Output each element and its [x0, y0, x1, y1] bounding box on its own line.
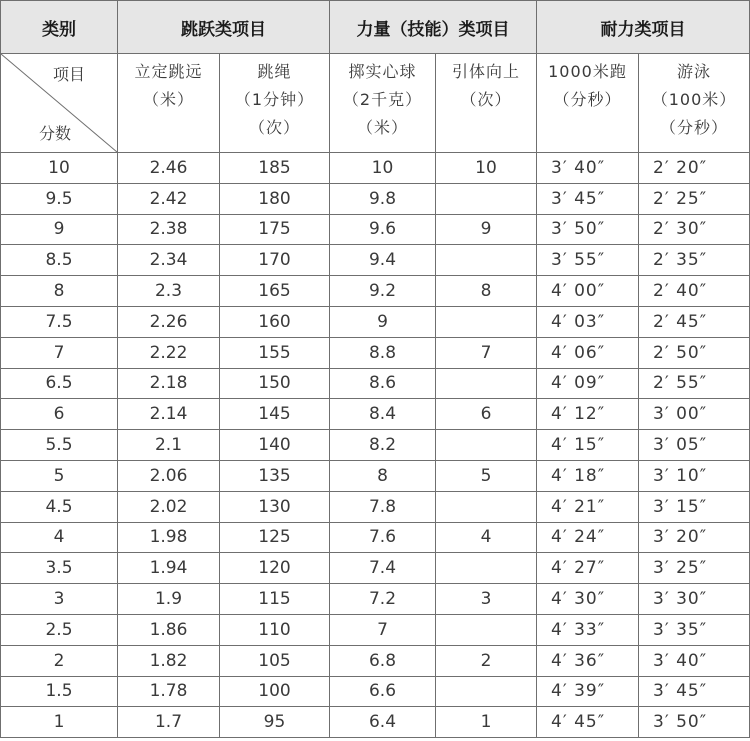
pull-up-cell: [436, 368, 537, 399]
medicine-ball-cell: 7: [330, 614, 436, 645]
rope-skip-cell: 115: [220, 584, 330, 615]
table-row: [1, 676, 750, 707]
swim-100m-cell: 2′ 50″: [639, 337, 750, 368]
swim-100m-cell: 3′ 30″: [639, 584, 750, 615]
pull-up-cell: [436, 676, 537, 707]
score-cell: 9: [1, 214, 118, 245]
col-weight-line: （2千克）: [342, 90, 423, 109]
score-cell: 4.5: [1, 491, 118, 522]
long-jump-cell: 2.42: [118, 183, 220, 214]
medicine-ball-cell: 7.8: [330, 491, 436, 522]
long-jump-cell: 2.06: [118, 460, 220, 491]
swim-100m-cell: 3′ 45″: [639, 676, 750, 707]
run-1000m-cell: 4′ 45″: [537, 707, 639, 738]
long-jump-cell: 2.26: [118, 306, 220, 337]
medicine-ball-cell: 10: [330, 153, 436, 184]
col-swimming: [639, 54, 750, 153]
swim-100m-cell: 2′ 30″: [639, 214, 750, 245]
run-1000m-cell: 3′ 55″: [537, 245, 639, 276]
pull-up-cell: [436, 614, 537, 645]
long-jump-cell: 2.1: [118, 430, 220, 461]
pull-up-cell: [436, 491, 537, 522]
score-cell: 3.5: [1, 553, 118, 584]
swim-100m-cell: 3′ 35″: [639, 614, 750, 645]
medicine-ball-cell: 9.4: [330, 245, 436, 276]
medicine-ball-cell: 9: [330, 306, 436, 337]
run-1000m-cell: 4′ 30″: [537, 584, 639, 615]
run-1000m-cell: 3′ 50″: [537, 214, 639, 245]
medicine-ball-cell: 8: [330, 460, 436, 491]
pull-up-cell: 9: [436, 214, 537, 245]
col-distance-line: （100米）: [651, 90, 737, 109]
medicine-ball-cell: 9.6: [330, 214, 436, 245]
swim-100m-cell: 3′ 00″: [639, 399, 750, 430]
table-row: [1, 276, 750, 307]
medicine-ball-cell: 8.2: [330, 430, 436, 461]
long-jump-cell: 2.22: [118, 337, 220, 368]
col-medicine-ball: [330, 54, 436, 153]
rope-skip-cell: 170: [220, 245, 330, 276]
medicine-ball-cell: 7.4: [330, 553, 436, 584]
col-unit-line: （米）: [142, 90, 194, 109]
long-jump-cell: 2.3: [118, 276, 220, 307]
medicine-ball-cell: 8.8: [330, 337, 436, 368]
swim-100m-cell: 3′ 15″: [639, 491, 750, 522]
rope-skip-cell: 130: [220, 491, 330, 522]
run-1000m-cell: 4′ 03″: [537, 306, 639, 337]
run-1000m-cell: 3′ 40″: [537, 153, 639, 184]
medicine-ball-cell: 9.8: [330, 183, 436, 214]
run-1000m-cell: 4′ 12″: [537, 399, 639, 430]
pull-up-cell: [436, 306, 537, 337]
pull-up-cell: 5: [436, 460, 537, 491]
medicine-ball-cell: 7.6: [330, 522, 436, 553]
long-jump-cell: 2.18: [118, 368, 220, 399]
long-jump-cell: 1.82: [118, 645, 220, 676]
col-1000m-run: [537, 54, 639, 153]
long-jump-cell: 2.14: [118, 399, 220, 430]
col-label-line: 1000米跑: [548, 62, 627, 81]
table-row: [1, 522, 750, 553]
swim-100m-cell: 2′ 25″: [639, 183, 750, 214]
long-jump-cell: 1.98: [118, 522, 220, 553]
corner-score-label: 分数: [39, 124, 72, 143]
long-jump-cell: 1.78: [118, 676, 220, 707]
table-row: [1, 399, 750, 430]
rope-skip-cell: 140: [220, 430, 330, 461]
rope-skip-cell: 150: [220, 368, 330, 399]
rope-skip-cell: 105: [220, 645, 330, 676]
col-unit-line: （分秒）: [553, 90, 622, 109]
table-row: [1, 491, 750, 522]
score-cell: 5: [1, 460, 118, 491]
swim-100m-cell: 3′ 50″: [639, 707, 750, 738]
run-1000m-cell: 4′ 39″: [537, 676, 639, 707]
swim-100m-cell: 2′ 20″: [639, 153, 750, 184]
score-cell: 3: [1, 584, 118, 615]
score-cell: 2.5: [1, 614, 118, 645]
rope-skip-cell: 135: [220, 460, 330, 491]
rope-skip-cell: 95: [220, 707, 330, 738]
pull-up-cell: 10: [436, 153, 537, 184]
score-cell: 7: [1, 337, 118, 368]
score-cell: 7.5: [1, 306, 118, 337]
pull-up-cell: 7: [436, 337, 537, 368]
long-jump-cell: 2.34: [118, 245, 220, 276]
swim-100m-cell: 2′ 35″: [639, 245, 750, 276]
col-duration-line: （1分钟）: [234, 90, 315, 109]
rope-skip-cell: 100: [220, 676, 330, 707]
table-row: [1, 584, 750, 615]
corner-item-label: 项目: [52, 65, 85, 84]
run-1000m-cell: 4′ 18″: [537, 460, 639, 491]
long-jump-cell: 2.38: [118, 214, 220, 245]
rope-skip-cell: 165: [220, 276, 330, 307]
run-1000m-cell: 4′ 06″: [537, 337, 639, 368]
table-row: [1, 337, 750, 368]
score-cell: 2: [1, 645, 118, 676]
col-pull-up: [436, 54, 537, 153]
pull-up-cell: 3: [436, 584, 537, 615]
swim-100m-cell: 2′ 55″: [639, 368, 750, 399]
col-label-line: 游泳: [676, 62, 711, 81]
swim-100m-cell: 3′ 10″: [639, 460, 750, 491]
run-1000m-cell: 4′ 27″: [537, 553, 639, 584]
item-header-row: [1, 54, 750, 153]
medicine-ball-cell: 6.8: [330, 645, 436, 676]
table-row: [1, 245, 750, 276]
run-1000m-cell: 4′ 24″: [537, 522, 639, 553]
col-label-line: 掷实心球: [348, 62, 417, 81]
table-row: [1, 553, 750, 584]
col-standing-long-jump: [118, 54, 220, 153]
run-1000m-cell: 4′ 21″: [537, 491, 639, 522]
run-1000m-cell: 4′ 36″: [537, 645, 639, 676]
medicine-ball-cell: 9.2: [330, 276, 436, 307]
pull-up-cell: 8: [436, 276, 537, 307]
rope-skip-cell: 125: [220, 522, 330, 553]
col-unit-line: （分秒）: [659, 118, 728, 137]
pull-up-cell: 6: [436, 399, 537, 430]
long-jump-cell: 1.86: [118, 614, 220, 645]
swim-100m-cell: 3′ 20″: [639, 522, 750, 553]
score-cell: 1.5: [1, 676, 118, 707]
swim-100m-cell: 3′ 25″: [639, 553, 750, 584]
medicine-ball-cell: 6.6: [330, 676, 436, 707]
run-1000m-cell: 4′ 15″: [537, 430, 639, 461]
rope-skip-cell: 185: [220, 153, 330, 184]
rope-skip-cell: 180: [220, 183, 330, 214]
col-unit-line: （米）: [356, 118, 408, 137]
pull-up-cell: 1: [436, 707, 537, 738]
long-jump-cell: 2.02: [118, 491, 220, 522]
pull-up-cell: [436, 183, 537, 214]
score-cell: 5.5: [1, 430, 118, 461]
pull-up-cell: [436, 553, 537, 584]
run-1000m-cell: 4′ 00″: [537, 276, 639, 307]
medicine-ball-cell: 7.2: [330, 584, 436, 615]
swim-100m-cell: 2′ 45″: [639, 306, 750, 337]
score-cell: 4: [1, 522, 118, 553]
col-label-line: 立定跳远: [134, 62, 203, 81]
col-unit-line: （次）: [460, 90, 512, 109]
table-row: [1, 614, 750, 645]
table-row: [1, 430, 750, 461]
long-jump-cell: 2.46: [118, 153, 220, 184]
table-row: [1, 183, 750, 214]
col-label-line: 引体向上: [451, 62, 520, 81]
pull-up-cell: [436, 430, 537, 461]
swim-100m-cell: 3′ 40″: [639, 645, 750, 676]
medicine-ball-cell: 6.4: [330, 707, 436, 738]
category-jumping: 跳跃类项目: [118, 1, 330, 54]
rope-skip-cell: 120: [220, 553, 330, 584]
run-1000m-cell: 4′ 33″: [537, 614, 639, 645]
col-label-line: 跳绳: [257, 62, 292, 81]
swim-100m-cell: 2′ 40″: [639, 276, 750, 307]
pull-up-cell: 4: [436, 522, 537, 553]
table-row: [1, 306, 750, 337]
medicine-ball-cell: 8.6: [330, 368, 436, 399]
score-cell: 6.5: [1, 368, 118, 399]
run-1000m-cell: 4′ 09″: [537, 368, 639, 399]
category-header-row: [1, 1, 750, 54]
score-cell: 9.5: [1, 183, 118, 214]
run-1000m-cell: 3′ 45″: [537, 183, 639, 214]
rope-skip-cell: 160: [220, 306, 330, 337]
long-jump-cell: 1.7: [118, 707, 220, 738]
score-cell: 6: [1, 399, 118, 430]
category-strength: 力量（技能）类项目: [330, 1, 537, 54]
rope-skip-cell: 145: [220, 399, 330, 430]
table-row: [1, 707, 750, 738]
pull-up-cell: 2: [436, 645, 537, 676]
category-label: 类别: [1, 1, 118, 54]
score-cell: 8.5: [1, 245, 118, 276]
rope-skip-cell: 110: [220, 614, 330, 645]
table-row: [1, 645, 750, 676]
rope-skip-cell: 155: [220, 337, 330, 368]
table-row: [1, 153, 750, 184]
long-jump-cell: 1.94: [118, 553, 220, 584]
pull-up-cell: [436, 245, 537, 276]
col-rope-skipping: [220, 54, 330, 153]
medicine-ball-cell: 8.4: [330, 399, 436, 430]
diagonal-corner-cell: [1, 54, 118, 153]
table-row: [1, 214, 750, 245]
score-cell: 10: [1, 153, 118, 184]
swim-100m-cell: 3′ 05″: [639, 430, 750, 461]
category-endurance: 耐力类项目: [537, 1, 750, 54]
score-cell: 1: [1, 707, 118, 738]
long-jump-cell: 1.9: [118, 584, 220, 615]
table-row: [1, 368, 750, 399]
table-row: [1, 460, 750, 491]
score-cell: 8: [1, 276, 118, 307]
rope-skip-cell: 175: [220, 214, 330, 245]
col-unit-line: （次）: [248, 118, 300, 137]
